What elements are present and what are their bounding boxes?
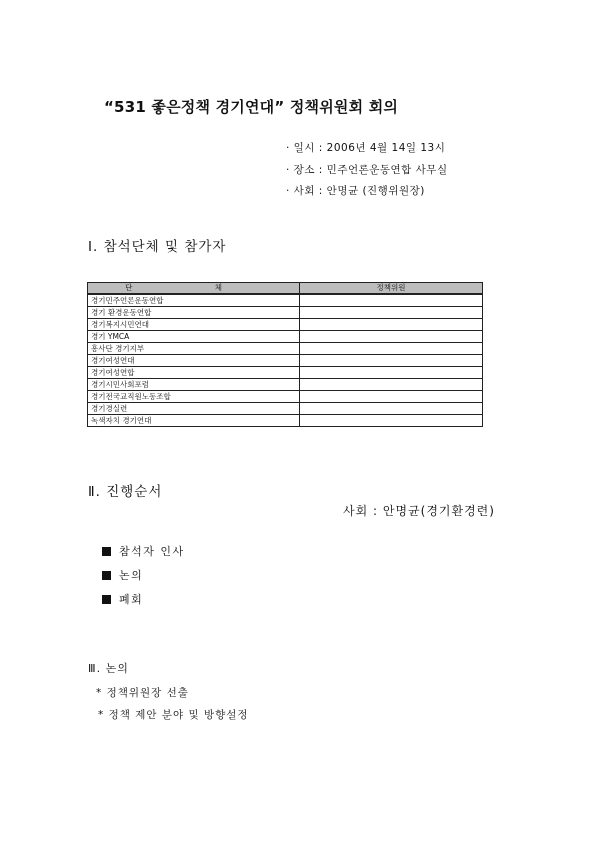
table-row [88,379,483,391]
organization-cell: 경기경실련 [88,403,300,415]
member-cell [300,367,483,379]
organization-cell: 경기여성연대 [88,355,300,367]
member-cell [300,355,483,367]
discussion-item: * 정책 제안 분야 및 방향설정 [98,709,249,721]
table-row [88,343,483,355]
member-cell [300,391,483,403]
agenda-item-label: 폐회 [119,593,144,606]
square-bullet-icon [102,595,111,604]
section-3-heading: Ⅲ. 논의 [88,662,129,675]
member-cell [300,331,483,343]
organization-cell: 경기민주언론운동연합 [88,294,300,307]
organization-cell: 경기시민사회포럼 [88,379,300,391]
organization-cell: 경기여성연합 [88,367,300,379]
meta-location: · 장소 : 민주언론운동연합 사무실 [286,164,448,176]
organization-cell: 흥사단 경기지부 [88,343,300,355]
square-bullet-icon [102,547,111,556]
agenda-item-label: 논의 [119,569,144,582]
member-cell [300,294,483,307]
member-cell [300,415,483,427]
organization-cell: 녹색자치 경기연대 [88,415,300,427]
member-cell [300,379,483,391]
table-row [88,403,483,415]
organization-cell: 경기전국교직원노동조합 [88,391,300,403]
organization-cell: 경기복지시민연대 [88,319,300,331]
member-cell [300,343,483,355]
agenda-item [102,567,143,583]
table-row [88,307,483,319]
table-row [88,367,483,379]
table-row [88,391,483,403]
participants-table [87,282,483,427]
table-row [88,294,483,307]
table-row [88,331,483,343]
document-title: “531 좋은정책 경기연대” 정책위원회 회의 [104,98,399,116]
meta-moderator: · 사회 : 안명균 (진행위원장) [286,185,425,197]
table-header-row [88,283,483,295]
header-policy-member: 정책위원 [300,283,483,295]
member-cell [300,307,483,319]
agenda-item [102,591,143,607]
discussion-item: * 정책위원장 선출 [96,687,189,699]
section-1-heading: Ⅰ. 참석단체 및 참가자 [88,239,227,255]
organization-cell: 경기 환경운동연합 [88,307,300,319]
table-row [88,355,483,367]
header-organization: 단 체 [88,283,300,295]
member-cell [300,319,483,331]
agenda-item-label: 참석자 인사 [119,545,185,558]
section-2-heading: Ⅱ. 진행순서 [88,484,163,500]
organization-cell: 경기 YMCA [88,331,300,343]
member-cell [300,403,483,415]
presider-text: 사회 : 안명균(경기환경련) [343,504,495,518]
agenda-item [102,543,185,559]
square-bullet-icon [102,571,111,580]
table-row [88,319,483,331]
table-row [88,415,483,427]
meta-date: · 일시 : 2006년 4월 14일 13시 [286,142,446,154]
